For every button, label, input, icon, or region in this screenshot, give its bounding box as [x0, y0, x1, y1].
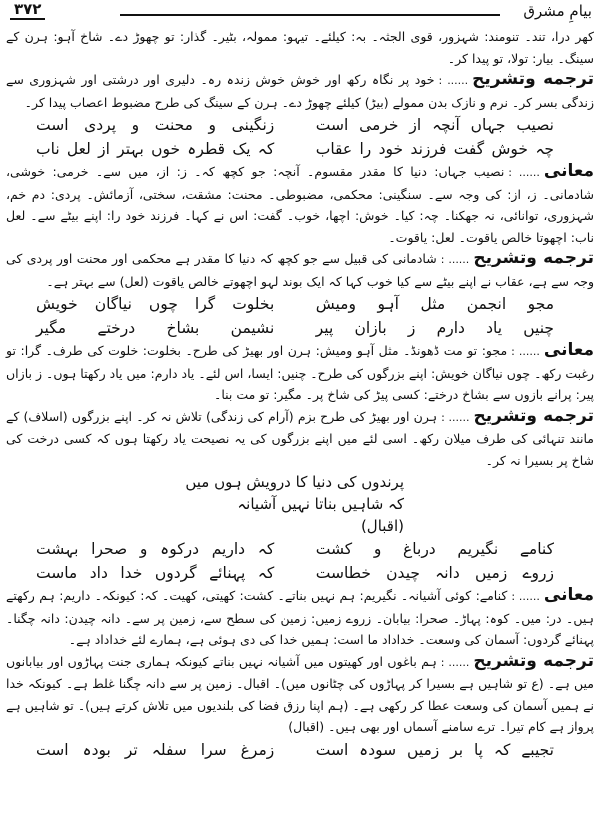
verse [6, 561, 594, 585]
paragraph-text: ہم باغوں اور کھیتوں میں آشیانہ نہیں بناتے کیونکہ ہماری جنت پہاڑوں اور بیابانوں میں ہے۔ (ع تو شاہیں ہے بسیرا کر پہاڑوں کی چٹانوں میں)۔ اقبال۔ زمین پر سے دانہ چگنا غلط ہے۔ کیونکہ خدا نے ہمیں آسمان کی وسعت عطا کر رکھی ہے۔ (ہم اپنا رزق فضا کی بلندیوں میں تلاش کرتے ہیں)۔ تو شاہیں ہے پرواز ہے کام تیرا۔ ترے سامنے آسماں اور بھی ہیں۔ (اقبال) [6, 653, 594, 734]
hemistich: زروے زمیں دانہ چیدن خطاست [315, 564, 554, 582]
hemistich: کہ پہنائے گردوں خدا داد ماست [36, 564, 275, 582]
hemistich: زمرغ سرا سفلہ تر بودہ است [36, 740, 275, 759]
hemistich: نصیب جہاں آنچہ از خرمی است [315, 116, 554, 134]
hemistich: بخلوت گرا چوں نیاگان خویش [36, 295, 275, 313]
hemistich: نشیمن بشاخ درختے مگیر [36, 319, 275, 337]
paragraph-text: نصیب جہاں: دنیا کا مقدر مقسوم۔ آنچہ: جو کچھ کہ۔ ز: از، میں سے۔ خرمی: خوشی، شادمانی۔ ز، از: کی وجہ سے۔ سنگینی: محکمی، مضبوطی۔ محنت: مشقت، سختی، آزمائش۔ پردی: دم خم، شہزوری، توانائی، نہ جھکنا۔ چہ: کیا۔ خوش: اچھا، خوب۔ گفت: اس نے کہا۔ فرزند خود را: اپنے بیٹے سے۔ لعل ناب: اچھوتا خالص یاقوت۔ لعل: یاقوت۔ [6, 164, 594, 245]
hemistich: چنیں یاد دارم ز بازان پیر [315, 319, 554, 337]
paragraph-text: مجو: تو مت ڈھونڈ۔ مثل آہو ومیش: ہرن اور بھیڑ کی طرح۔ بخلوت: خلوت کی طرف۔ گرا: تو رغبت رکھ۔ چوں نیاگان خویش: اپنے بزرگوں کی طرح۔ چنیں: ایسا، اس لئے۔ یاد دارم: میں یاد رکھتا ہوں۔ ز بازاں پیر: پرانے بازوں سے بشاخ درختے: کسی پیڑ کی شاخ پر۔ مگیر: تو مت بنا۔ [6, 343, 594, 402]
hemistich: زنگینی و محنت و پردی است [36, 116, 275, 134]
translation-paragraph [6, 651, 594, 738]
section-heading: ترجمه وتشریح [472, 69, 594, 89]
iqbal-verse [6, 471, 594, 537]
hemistich: مجو انجمن مثل آہو ومیش [315, 295, 554, 313]
translation-paragraph [6, 248, 594, 292]
meanings-paragraph [6, 585, 594, 651]
verse [6, 137, 594, 161]
paragraph-text: شادمانی کی قبیل سے جو کچھ کہ دنیا کا مقدر ہے محکمی اور محنت اور پردی کی وجہ سے ہے، عقاب نے اپنے بیٹے سے کیا خوب کہا کہ ایک بوند لہو اچھوتے خالص یاقوت (لعل) سے بہتر ہے۔ [6, 251, 594, 289]
hemistich: تجیبے کہ پا بر زمیں سودہ است [315, 740, 554, 759]
translation-paragraph [6, 69, 594, 113]
translation-paragraph [6, 406, 594, 472]
meanings-paragraph [6, 340, 594, 406]
verse [6, 738, 594, 762]
heading-dots: ...... : [511, 345, 540, 358]
section-heading: معانی [543, 585, 595, 605]
header-rule [120, 14, 500, 16]
verse-line: پرندوں کی دنیا کا درویش ہوں میں [185, 473, 404, 491]
page-number: ۳۷۲ [10, 0, 45, 20]
hemistich: چہ خوش گفت فرزند خود را عقاب [315, 140, 554, 158]
hemistich: کہ داریم درکوہ و صحرا بہشت [36, 540, 275, 558]
hemistich: کنامے نگیریم درباغ و کشت [315, 540, 554, 558]
verse-attribution: (اقبال) [360, 517, 404, 535]
paragraph-text: ہرن اور بھیڑ کی طرح بزم (آرام کی زندگی) تلاش نہ کر۔ اپنے بزرگوں (اسلاف) کے مانند تنہائی کی طرف میلان رکھ۔ اسی لئے میں اپنے بزرگوں کی یہ نصیحت یاد رکھتا ہوں کہ کسی درخت کی شاخ پر بسیرا نہ کر۔ [6, 408, 594, 468]
heading-dots: ...... : [441, 410, 470, 424]
section-heading: معانی [543, 161, 594, 181]
heading-dots: ...... : [440, 655, 470, 669]
heading-dots: ...... : [438, 74, 469, 87]
verse [6, 316, 594, 340]
section-heading: ترجمه وتشریح [473, 248, 595, 268]
glossary-paragraph: کھر درا، تند۔ تنومند: شہزور، قوی الجثہ۔ بہ: کیلئے۔ تیہو: ممولہ، بٹیر۔ گذار: تو چھوڑ دے۔ شاخ آہو: ہرن کے سینگ۔ بیار: تولا، تو پیدا کر۔ [6, 29, 594, 66]
verse [6, 537, 594, 561]
hemistich: کہ یک قطرہ خوں بہتر از لعل ناب [36, 140, 275, 158]
book-title: بیامِ مشرق [523, 2, 592, 20]
section-heading: ترجمه وتشریح [473, 650, 594, 671]
paragraph-text: خود پر نگاہ رکھ اور خوش خوش زندہ رہ۔ دلیری اور درشتی اور شہزوری سے زندگی بسر کر۔ نرم و نازک بدن ممولے (بیڑ) کیلئے چھوڑ دے۔ ہرن کے سینگ کی طرح مضبوط اعصاب پیدا کر۔ [6, 72, 594, 110]
section-heading: معانی [543, 340, 594, 360]
meanings-paragraph [6, 161, 594, 248]
verse [6, 113, 594, 137]
page-header [0, 0, 600, 26]
heading-dots: ...... : [508, 166, 540, 179]
paragraph-text: کنامے: کوئی آشیانہ۔ نگیریم: ہم نہیں بناتے۔ کشت: کھیتی، کھیت۔ کہ: کیونکہ۔ داریم: ہم رکھتے ہیں۔ در: میں۔ کوہ: پہاڑ۔ صحرا: بیابان۔ زروے زمیں: زمین کی سطح سے، زمین پر سے۔ دانہ چیدن: دانہ چگنا۔ پہنائے گردوں: آسمان کی وسعت۔ خداداد ما است: ہمیں خدا کی دی ہوئی ہے، ہمارے لئے خداداد ہے۔ [6, 588, 594, 647]
heading-dots: ...... : [440, 253, 470, 266]
section-heading: ترجمه وتشریح [473, 405, 594, 426]
heading-dots: ...... : [511, 590, 540, 603]
verse [6, 292, 594, 316]
verse-line: کہ شاہیں بناتا نہیں آشیانہ [237, 495, 404, 513]
page-body [6, 26, 594, 762]
